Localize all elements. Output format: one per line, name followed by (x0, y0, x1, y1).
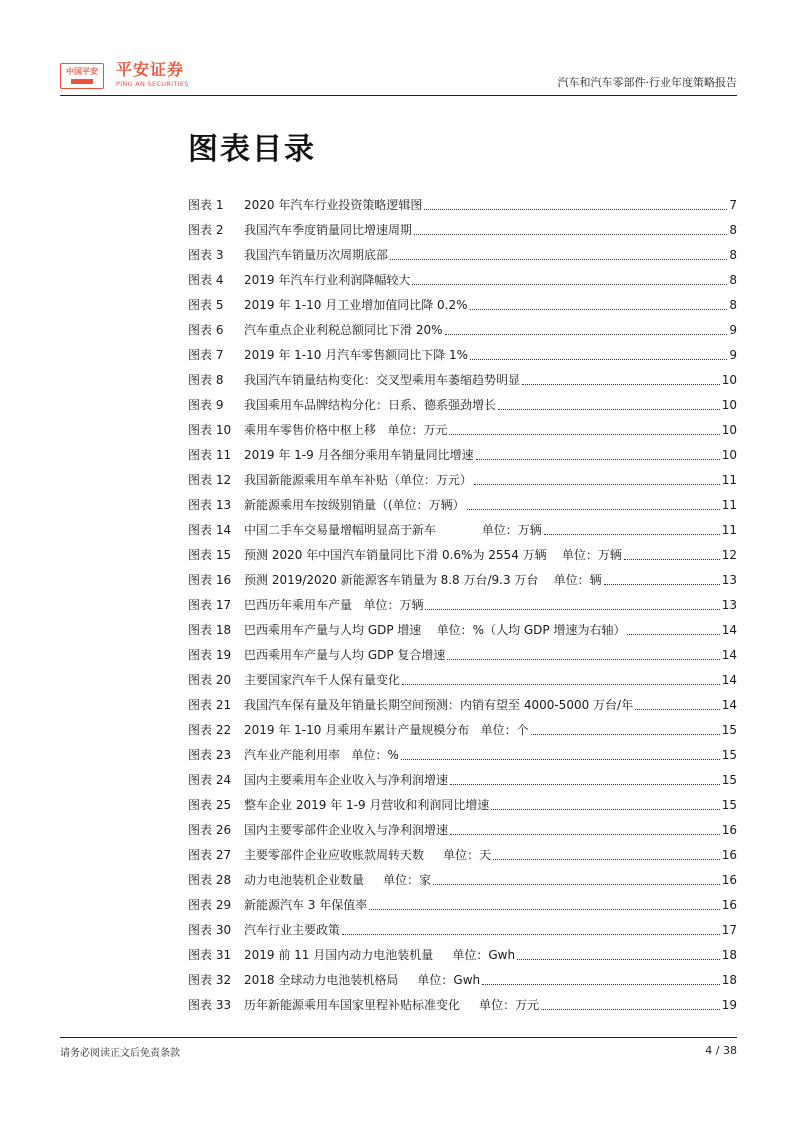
toc-dot-leader (491, 809, 719, 810)
toc-entry[interactable] (188, 313, 737, 338)
logo-text: 中国平安 (66, 67, 98, 76)
toc-dot-leader (449, 434, 719, 435)
toc-entry-title: 主要零部件企业应收账款周转天数 单位：天 (244, 848, 492, 862)
toc-dot-leader (531, 734, 720, 735)
toc-entry-title: 2019 年 1-9 月各细分乘用车销量同比增速 (244, 448, 474, 462)
toc-entry-number: 图表 5 (188, 298, 224, 312)
toc-entry-page: 15 (721, 798, 737, 812)
page-number: 4 / 38 (705, 1044, 737, 1057)
toc-dot-leader (541, 1009, 720, 1010)
toc-entry[interactable] (188, 663, 737, 688)
toc-entry-number: 图表 9 (188, 398, 224, 412)
toc-dot-leader (342, 934, 720, 935)
toc-entry[interactable] (188, 988, 737, 1013)
table-of-figures (188, 188, 737, 1013)
toc-dot-leader (424, 209, 727, 210)
disclaimer-note: 请务必阅读正文后免责条款 (60, 1048, 180, 1059)
toc-entry[interactable] (188, 813, 737, 838)
toc-dot-leader (517, 959, 720, 960)
toc-entry-title: 汽车业产能利用率 单位：% (244, 748, 399, 762)
toc-entry-title: 新能源乘用车按级别销量（(单位：万辆） (244, 498, 465, 512)
toc-entry-page: 7 (729, 198, 737, 212)
toc-entry[interactable] (188, 713, 737, 738)
toc-entry[interactable] (188, 638, 737, 663)
toc-entry-page: 16 (721, 848, 737, 862)
toc-entry-number: 图表 14 (188, 523, 232, 537)
toc-entry-title: 2019 年汽车行业利润降幅较大 (244, 273, 411, 287)
ping-an-logo (60, 63, 104, 89)
toc-entry[interactable] (188, 188, 737, 213)
toc-dot-leader (544, 534, 720, 535)
toc-entry-page: 8 (729, 298, 737, 312)
toc-dot-leader (482, 984, 720, 985)
toc-entry-title: 动力电池装机企业数量 单位：家 (244, 873, 432, 887)
toc-entry[interactable] (188, 763, 737, 788)
header-divider (60, 95, 737, 96)
toc-entry-page: 16 (721, 823, 737, 837)
toc-dot-leader (470, 359, 727, 360)
toc-entry[interactable] (188, 913, 737, 938)
toc-dot-leader (450, 834, 720, 835)
toc-entry-title: 我国汽车销量历次周期底部 (244, 248, 389, 262)
toc-entry-title: 预测 2020 年中国汽车销量同比下滑 0.6%为 2554 万辆 单位：万辆 (244, 548, 622, 562)
toc-dot-leader (493, 859, 720, 860)
toc-entry-number: 图表 4 (188, 273, 224, 287)
toc-entry-number: 图表 3 (188, 248, 224, 262)
toc-entry-page: 15 (721, 748, 737, 762)
toc-dot-leader (445, 334, 728, 335)
toc-entry-page: 14 (721, 648, 737, 662)
toc-entry[interactable] (188, 788, 737, 813)
toc-entry-number: 图表 28 (188, 873, 232, 887)
toc-entry-number: 图表 20 (188, 673, 232, 687)
toc-entry-title: 国内主要乘用车企业收入与净利润增速 (244, 773, 449, 787)
toc-entry-title: 整车企业 2019 年 1-9 月营收和利润同比增速 (244, 798, 490, 812)
toc-dot-leader (447, 659, 719, 660)
toc-entry[interactable] (188, 738, 737, 763)
toc-entry-page: 16 (721, 898, 737, 912)
toc-entry-number: 图表 8 (188, 373, 224, 387)
toc-entry-number: 图表 19 (188, 648, 232, 662)
toc-entry-number: 图表 15 (188, 548, 232, 562)
toc-dot-leader (498, 409, 720, 410)
toc-dot-leader (470, 309, 728, 310)
toc-entry-title: 汽车行业主要政策 (244, 923, 341, 937)
toc-entry[interactable] (188, 838, 737, 863)
footer-divider (60, 1037, 737, 1038)
brand-name-cn: 平安证券 (116, 60, 185, 79)
toc-entry-page: 11 (721, 498, 737, 512)
toc-entry-number: 图表 33 (188, 998, 232, 1012)
toc-entry-number: 图表 6 (188, 323, 224, 337)
logo-bar (71, 79, 93, 84)
toc-entry-title: 预测 2019/2020 新能源客车销量为 8.8 万台/9.3 万台 单位：辆 (244, 573, 602, 587)
toc-entry-page: 18 (721, 973, 737, 987)
toc-entry[interactable] (188, 213, 737, 238)
toc-entry-title: 乘用车零售价格中枢上移 单位：万元 (244, 423, 448, 437)
page-header (60, 62, 737, 92)
toc-entry-title: 我国新能源乘用车单车补贴（单位：万元） (244, 473, 473, 487)
toc-entry-title: 巴西历年乘用车产量 单位：万辆 (244, 598, 424, 612)
toc-entry[interactable] (188, 488, 737, 513)
toc-entry-page: 12 (721, 548, 737, 562)
toc-entry-number: 图表 17 (188, 598, 232, 612)
toc-entry[interactable] (188, 413, 737, 438)
toc-entry-title: 2019 前 11 月国内动力电池装机量 单位：Gwh (244, 948, 516, 962)
toc-entry-title: 我国汽车季度销量同比增速周期 (244, 223, 413, 237)
toc-entry-page: 10 (721, 373, 737, 387)
toc-entry-title: 2020 年汽车行业投资策略逻辑图 (244, 198, 423, 212)
toc-entry[interactable] (188, 338, 737, 363)
toc-entry-title: 2018 全球动力电池装机格局 单位：Gwh (244, 973, 481, 987)
toc-entry-page: 11 (721, 523, 737, 537)
toc-entry-page: 9 (729, 323, 737, 337)
toc-entry-number: 图表 1 (188, 198, 224, 212)
toc-entry[interactable] (188, 563, 737, 588)
toc-entry-number: 图表 32 (188, 973, 232, 987)
toc-entry-page: 13 (721, 573, 737, 587)
toc-entry-title: 2019 年 1-10 月乘用车累计产量规模分布 单位：个 (244, 723, 529, 737)
toc-entry-title: 我国汽车保有量及年销量长期空间预测：内销有望至 4000-5000 万台/年 (244, 698, 634, 712)
toc-entry-page: 9 (729, 348, 737, 362)
toc-entry-page: 17 (721, 923, 737, 937)
toc-dot-leader (604, 584, 720, 585)
toc-entry[interactable] (188, 388, 737, 413)
toc-entry-page: 19 (721, 998, 737, 1012)
toc-entry-page: 15 (721, 723, 737, 737)
toc-entry-page: 16 (721, 873, 737, 887)
toc-entry-title: 巴西乘用车产量与人均 GDP 增速 单位：%（人均 GDP 增速为右轴） (244, 623, 626, 637)
toc-entry-page: 8 (729, 248, 737, 262)
toc-dot-leader (433, 884, 720, 885)
toc-entry-title: 我国乘用车品牌结构分化：日系、德系强劲增长 (244, 398, 497, 412)
toc-dot-leader (635, 709, 720, 710)
toc-dot-leader (401, 759, 720, 760)
toc-entry-number: 图表 27 (188, 848, 232, 862)
toc-entry[interactable] (188, 438, 737, 463)
toc-entry-title: 2019 年 1-10 月汽车零售额同比下降 1% (244, 348, 469, 362)
toc-dot-leader (450, 784, 720, 785)
toc-entry-number: 图表 10 (188, 423, 232, 437)
toc-entry[interactable] (188, 288, 737, 313)
toc-entry-title: 主要国家汽车千人保有量变化 (244, 673, 401, 687)
toc-entry[interactable] (188, 238, 737, 263)
toc-entry-title: 巴西乘用车产量与人均 GDP 复合增速 (244, 648, 446, 662)
toc-entry-number: 图表 24 (188, 773, 232, 787)
toc-entry-number: 图表 30 (188, 923, 232, 937)
toc-entry-number: 图表 12 (188, 473, 232, 487)
toc-entry-number: 图表 21 (188, 698, 232, 712)
toc-entry-page: 8 (729, 273, 737, 287)
toc-entry-number: 图表 7 (188, 348, 224, 362)
toc-entry-page: 13 (721, 598, 737, 612)
toc-dot-leader (624, 559, 720, 560)
toc-entry-title: 我国汽车销量结构变化：交叉型乘用车萎缩趋势明显 (244, 373, 521, 387)
toc-entry[interactable] (188, 263, 737, 288)
toc-dot-leader (414, 234, 727, 235)
toc-entry[interactable] (188, 938, 737, 963)
toc-entry-page: 14 (721, 698, 737, 712)
toc-entry[interactable] (188, 688, 737, 713)
toc-entry-page: 15 (721, 773, 737, 787)
toc-entry-title: 国内主要零部件企业收入与净利润增速 (244, 823, 449, 837)
toc-entry[interactable] (188, 538, 737, 563)
toc-entry-number: 图表 2 (188, 223, 224, 237)
toc-entry-number: 图表 22 (188, 723, 232, 737)
toc-dot-leader (369, 909, 719, 910)
toc-entry-number: 图表 11 (188, 448, 232, 462)
toc-entry-page: 10 (721, 423, 737, 437)
toc-entry-number: 图表 26 (188, 823, 232, 837)
toc-entry[interactable] (188, 863, 737, 888)
toc-entry-page: 14 (721, 673, 737, 687)
toc-dot-leader (627, 634, 719, 635)
toc-entry-number: 图表 29 (188, 898, 232, 912)
toc-entry-number: 图表 31 (188, 948, 232, 962)
toc-entry[interactable] (188, 613, 737, 638)
brand-name-en: PING AN SECURITIES (116, 80, 189, 88)
toc-dot-leader (425, 609, 719, 610)
toc-entry[interactable] (188, 363, 737, 388)
toc-entry[interactable] (188, 513, 737, 538)
toc-entry-title: 新能源汽车 3 年保值率 (244, 898, 368, 912)
toc-dot-leader (474, 484, 720, 485)
toc-entry-page: 8 (729, 223, 737, 237)
toc-dot-leader (390, 259, 727, 260)
toc-dot-leader (522, 384, 720, 385)
page-title: 图表目录 (188, 132, 316, 167)
toc-entry-number: 图表 25 (188, 798, 232, 812)
toc-entry[interactable] (188, 888, 737, 913)
toc-dot-leader (476, 459, 720, 460)
report-title: 汽车和汽车零部件·行业年度策略报告 (557, 76, 737, 89)
toc-entry-page: 18 (721, 948, 737, 962)
toc-entry-page: 14 (721, 623, 737, 637)
toc-dot-leader (402, 684, 720, 685)
toc-entry-title: 中国二手车交易量增幅明显高于新车 单位：万辆 (244, 523, 542, 537)
toc-entry-number: 图表 23 (188, 748, 232, 762)
toc-dot-leader (467, 509, 720, 510)
toc-entry-title: 2019 年 1-10 月工业增加值同比降 0.2% (244, 298, 468, 312)
toc-entry[interactable] (188, 963, 737, 988)
toc-entry-page: 10 (721, 448, 737, 462)
toc-entry-title: 历年新能源乘用车国家里程补贴标准变化 单位：万元 (244, 998, 540, 1012)
toc-dot-leader (412, 284, 727, 285)
toc-entry-page: 11 (721, 473, 737, 487)
toc-entry-page: 10 (721, 398, 737, 412)
toc-entry-number: 图表 18 (188, 623, 232, 637)
brand-name (116, 60, 189, 89)
toc-entry[interactable] (188, 463, 737, 488)
toc-entry-number: 图表 16 (188, 573, 232, 587)
toc-entry-title: 汽车重点企业利税总额同比下滑 20% (244, 323, 443, 337)
toc-entry[interactable] (188, 588, 737, 613)
toc-entry-number: 图表 13 (188, 498, 232, 512)
